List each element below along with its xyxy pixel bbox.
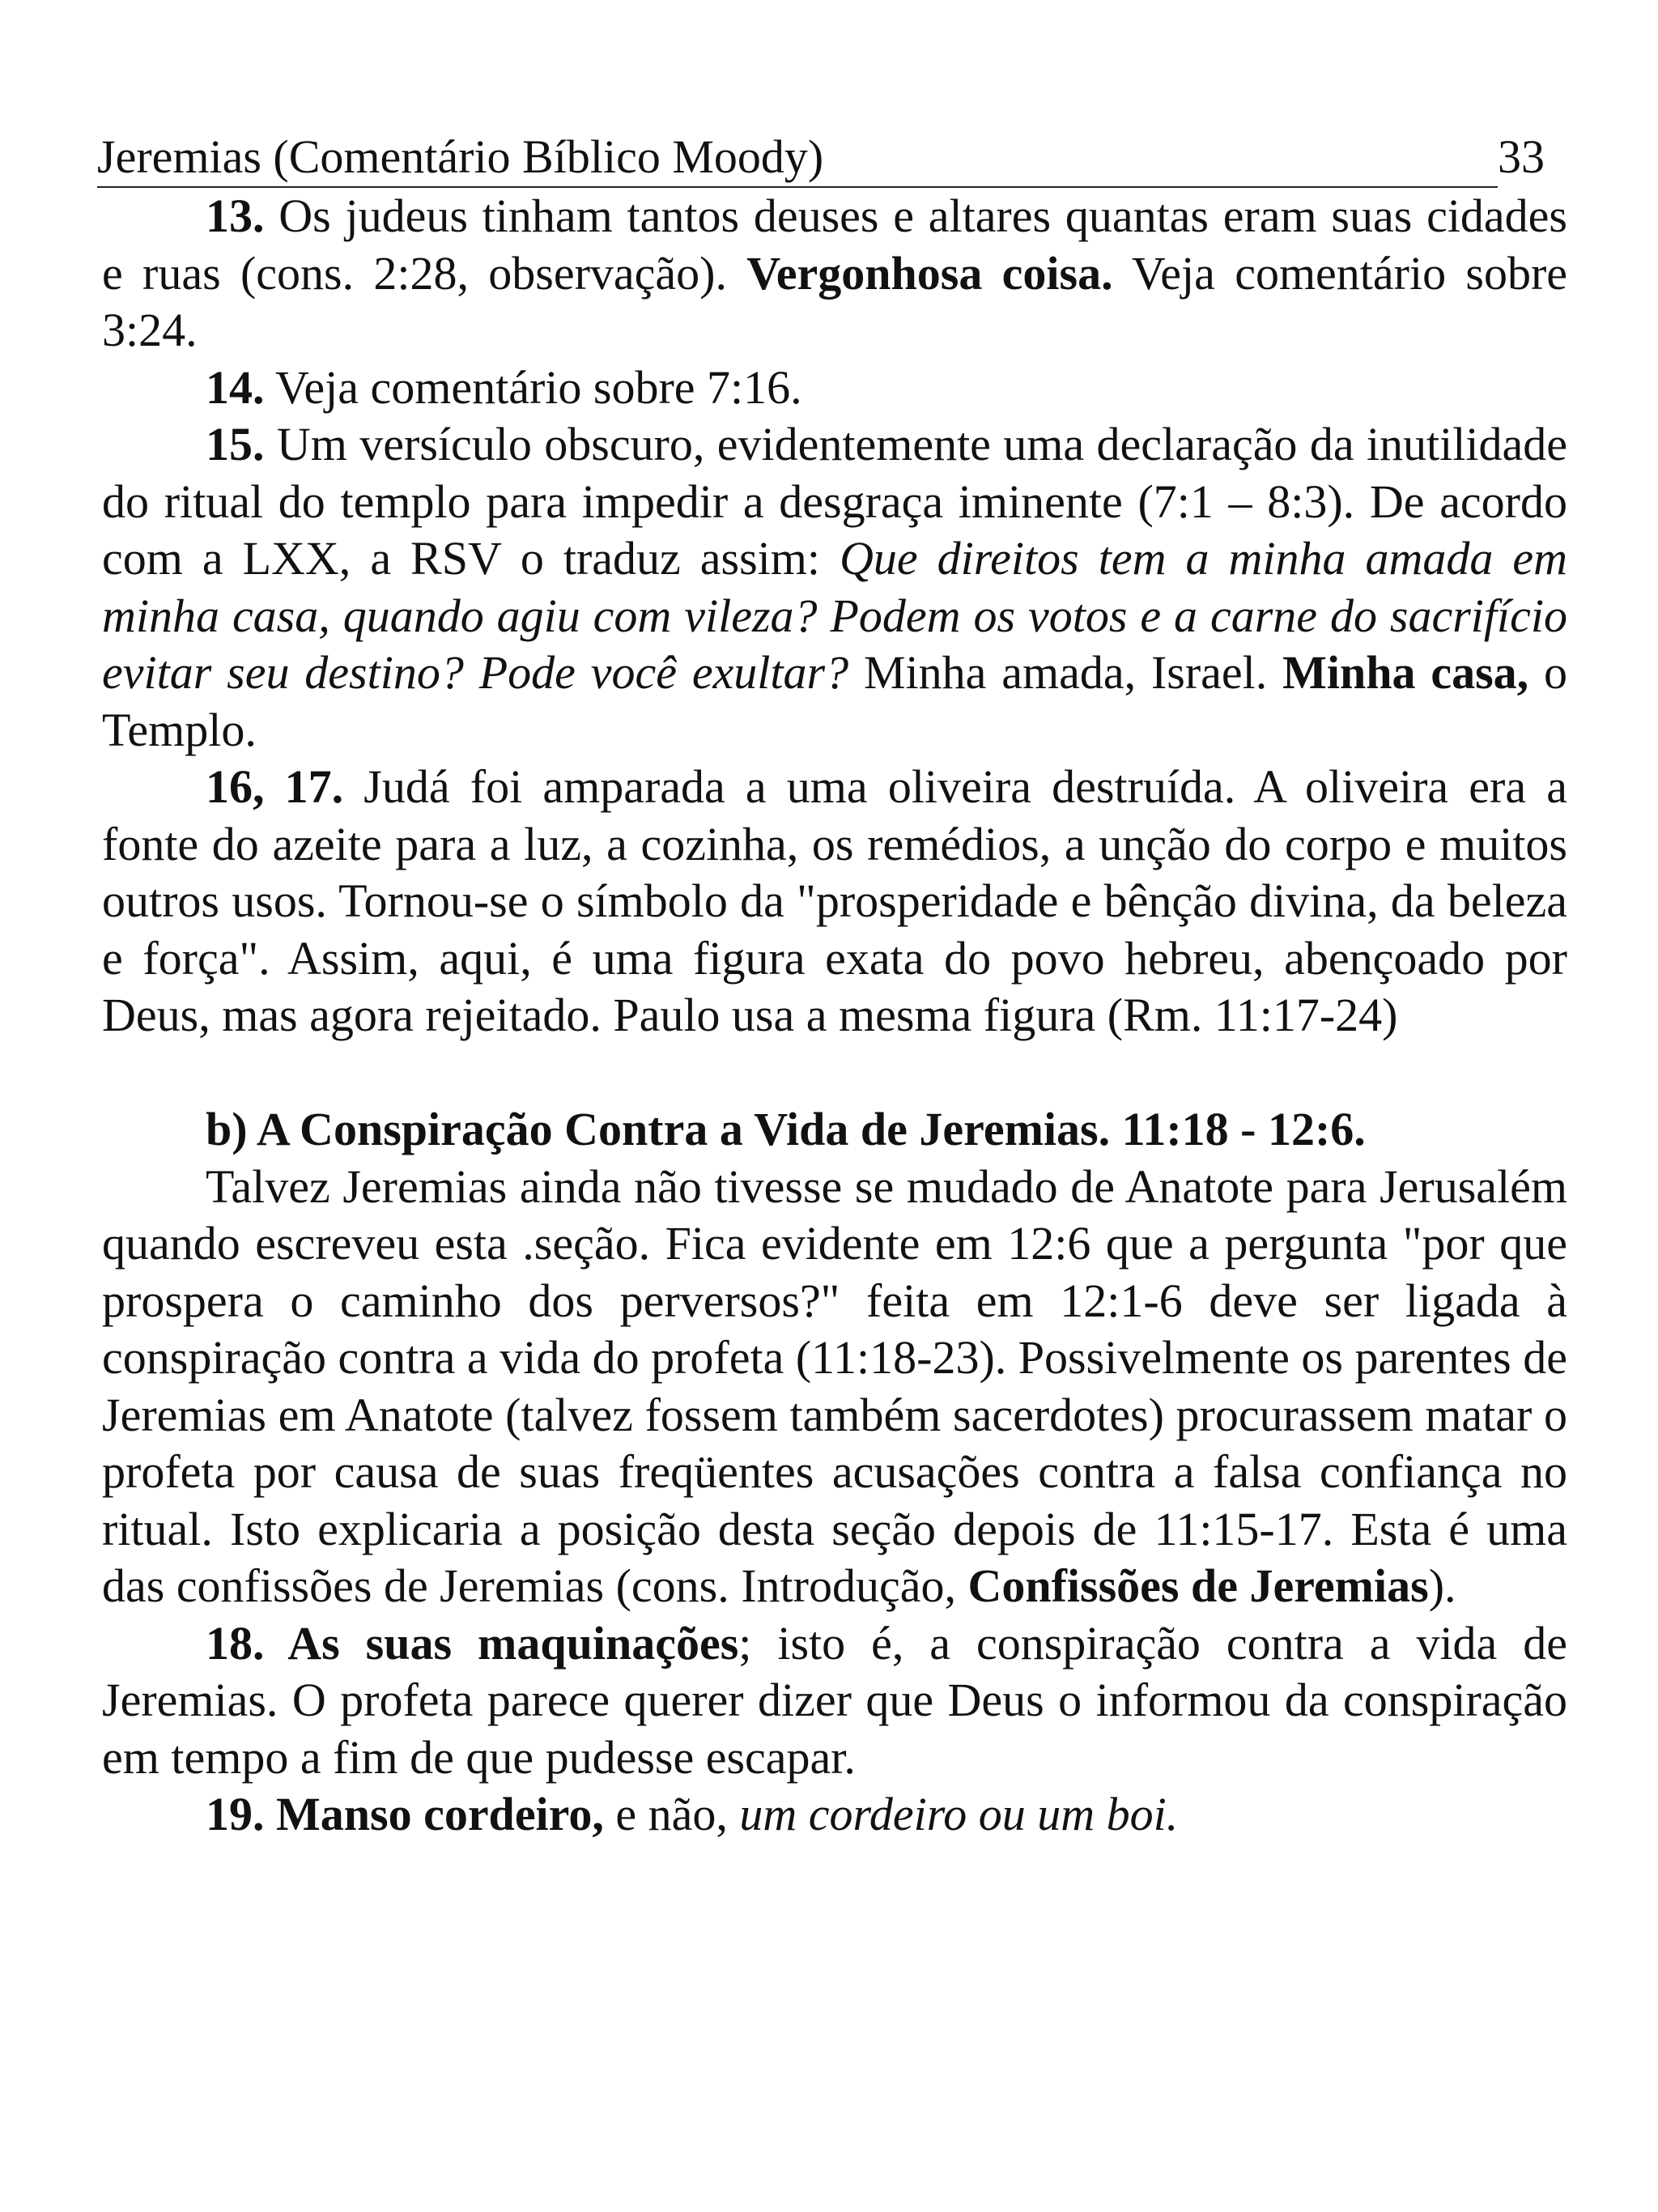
verse-number: 19. — [206, 1788, 265, 1840]
bold-term: As suas maquinações — [264, 1616, 739, 1670]
section-heading: b) A Conspiração Contra a Vida de Jeremias. 11:18 - 12:6. — [206, 1103, 1366, 1155]
running-header — [97, 121, 1545, 188]
paragraph-text: Veja comentário sobre 7:16. — [264, 360, 802, 414]
paragraph-text: Um versículo obscuro, evidentemente uma declaração da inutilidade do ritual do templo para impedir a desgraça iminente (7:1 – 8:3). De acordo com a LXX, a RSV o traduz assim: — [102, 418, 1567, 585]
page-number: 33 — [1498, 130, 1545, 183]
paragraph-verse-14 — [102, 359, 1567, 417]
bold-term: Manso cordeiro, — [264, 1788, 604, 1840]
paragraph-verse-19 — [102, 1786, 1567, 1844]
verse-number: 18. — [206, 1616, 265, 1670]
verse-number: 15. — [206, 418, 265, 470]
verse-number: 14. — [206, 360, 265, 414]
paragraph-text: Talvez Jeremias ainda não tivesse se mudado de Anatote para Jerusalém quando escreveu esta .seção. Fica evidente em 12:6 que a pergunta "por que prospera o caminho dos perversos?" feita em 12:1-6 deve ser ligada à conspiração contra a vida do profeta (11:18-23). Possivelmente os parentes de Jeremias em Anatote (talvez fossem também sacerdotes) procurassem matar o profeta por causa de suas freqüentes acusações contra a falsa confiança no ritual. Isto explicaria a posição desta seção depois de 11:15-17. Esta é uma das confissões de Jeremias (cons. Introdução, — [102, 1159, 1567, 1612]
paragraph-text: e não, — [603, 1788, 740, 1840]
bold-term: Minha casa, — [1282, 646, 1529, 699]
paragraph-text: Os judeus tinham tantos deuses e altares quantas eram suas cidades e ruas (cons. 2:28, observação). — [102, 189, 1567, 300]
paragraph-verse-13 — [102, 188, 1567, 359]
paragraph-text: Minha amada, Israel. — [848, 646, 1283, 699]
paragraph-text: o Templo. — [102, 646, 1568, 756]
paragraph-section-intro — [102, 1159, 1567, 1615]
paragraph-text: Judá foi amparada a uma oliveira destruída. A oliveira era a fonte do azeite para a luz, a cozinha, os remédios, a unção do corpo e muitos outros usos. Tornou-se o símbolo da "prosperidade e bênção divina, da beleza e força". Assim, aqui, é uma figura exata do povo hebreu, abençoado por Deus, mas agora rejeitado. Paulo usa a mesma figura (Rm. 11:17-24) — [102, 760, 1567, 1041]
italic-quote: Que direitos tem a minha amada em minha casa, quando agiu com vileza? Podem os votos e a carne do sacrifício evitar seu destino? Pode você exultar? — [102, 532, 1568, 699]
document-body — [102, 188, 1567, 1844]
paragraph-verse-18 — [102, 1615, 1567, 1787]
paragraph-text: ; isto é, a conspiração contra a vida de Jeremias. O profeta parece querer dizer que Deus o informou da conspiração em tempo a fim de que pudesse escapar. — [102, 1616, 1567, 1784]
verse-number: 13. — [206, 189, 265, 242]
paragraph-verse-16-17 — [102, 759, 1567, 1044]
paragraph-text: Veja comentário sobre 3:24. — [102, 246, 1568, 356]
bold-term: Vergonhosa coisa. — [746, 246, 1113, 300]
paragraph-text: ). — [1428, 1559, 1456, 1612]
italic-quote: um cordeiro ou um boi. — [739, 1788, 1179, 1840]
verse-number: 16, 17. — [206, 760, 344, 813]
bold-term: Confissões de Jeremias — [967, 1559, 1429, 1612]
paragraph-verse-15 — [102, 416, 1567, 759]
header-title: Jeremias (Comentário Bíblico Moody) — [97, 130, 824, 183]
